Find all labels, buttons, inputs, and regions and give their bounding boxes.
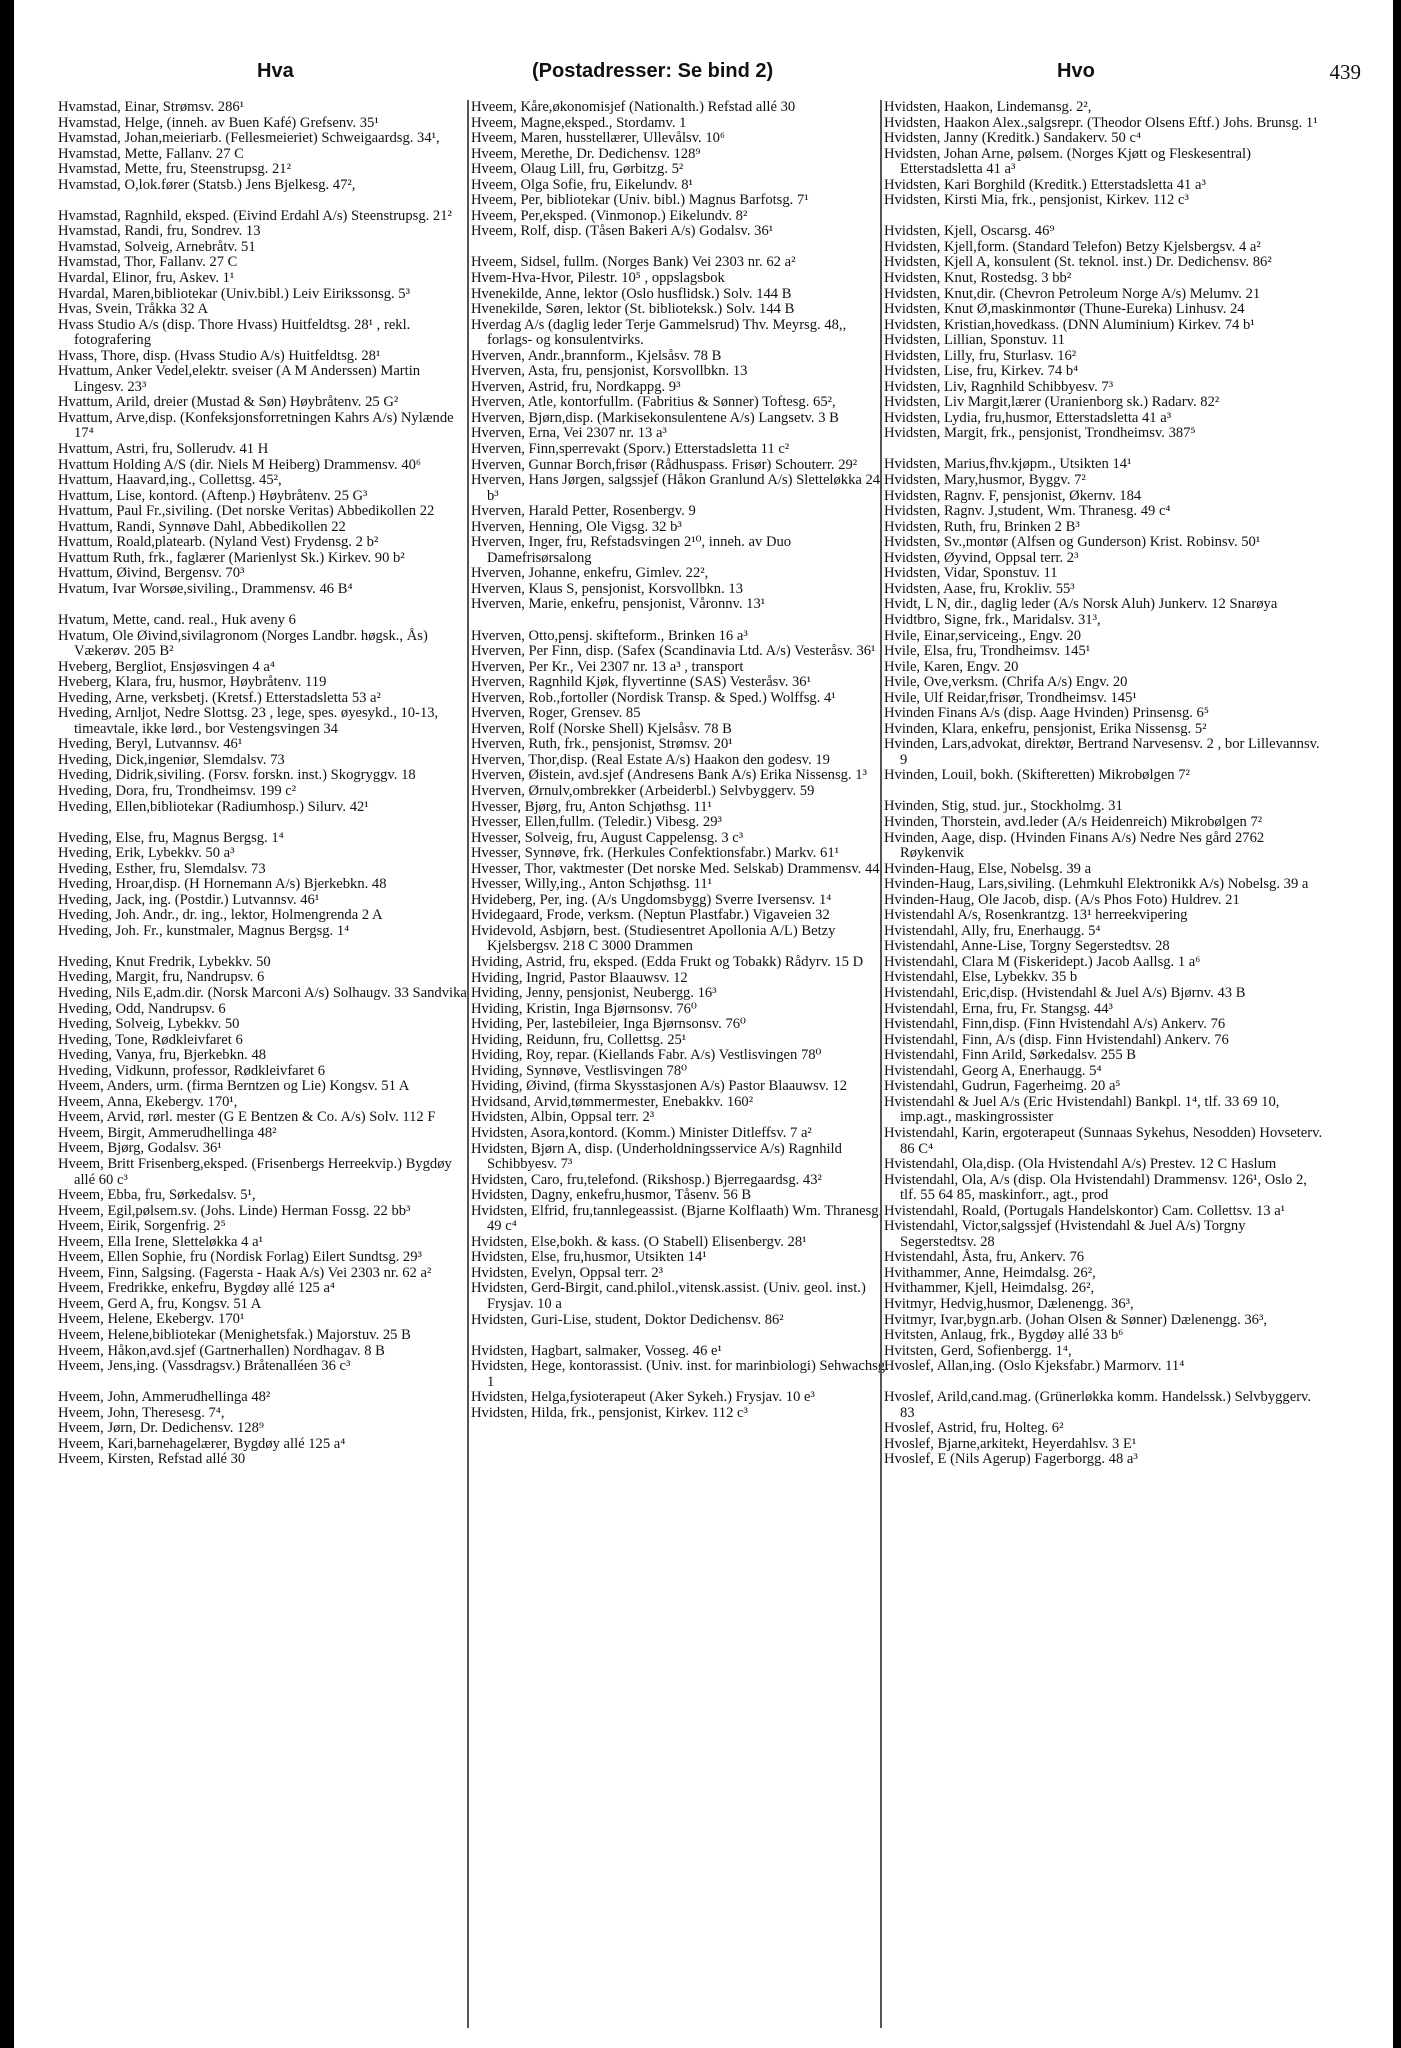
directory-entry: Hvardal, Elinor, fru, Askev. 1¹ — [58, 269, 235, 286]
directory-entry: Hvesser, Thor, vaktmester (Det norske Med. Selskab) Drammensv. 44 — [471, 860, 880, 877]
directory-entry: Hvinden, Aage, disp. (Hvinden Finans A/s) Nedre Nes gård 2762 Røykenvik — [884, 829, 1265, 862]
entry-gap — [884, 442, 1324, 458]
directory-entry: Hvatum, Mette, cand. real., Huk aveny 6 — [58, 611, 296, 628]
directory-entry: Hvistendahl, Ola,disp. (Ola Hvistendahl A/s) Prestev. 12 C Haslum — [884, 1156, 1277, 1173]
directory-entry: Hveem, Ella Irene, Sletteløkka 4 a¹ — [58, 1233, 263, 1250]
directory-entry: Hvidsten, Marius,fhv.kjøpm., Utsikten 14¹ — [884, 456, 1132, 473]
directory-entry: Hveem, Jørn, Dr. Dedichensv. 128⁹ — [58, 1420, 264, 1437]
directory-entry: Hvitmyr, Ivar,bygn.arb. (Johan Olsen & Sønner) Dælenengg. 36³, — [884, 1311, 1267, 1328]
directory-entry: Hvidsten, Kjell A, konsulent (St. teknol. inst.) Dr. Dedichensv. 86² — [884, 254, 1272, 271]
directory-entry: Hveberg, Bergliot, Ensjøsvingen 4 a⁴ — [58, 658, 275, 675]
directory-entry: Hvistendahl, Ola, A/s (disp. Ola Hvistendahl) Drammensv. 126¹, Oslo 2, tlf. 55 64 85, maskinforr., agt., prod — [884, 1171, 1307, 1204]
directory-entry: Hvenekilde, Søren, lektor (St. biblioteksk.) Solv. 144 B — [471, 301, 795, 318]
directory-entry: Hveding, Nils E,adm.dir. (Norsk Marconi A/s) Solhaugv. 33 Sandvika — [58, 984, 467, 1001]
directory-entry: Hvoslef, E (Nils Agerup) Fagerborgg. 48 a³ — [884, 1451, 1138, 1468]
directory-entry: Hveem, Britt Frisenberg,eksped. (Frisenbergs Herreekvip.) Bygdøy allé 60 c³ — [58, 1156, 452, 1188]
directory-entry: Hveem, Maren, husstellærer, Ullevålsv. 10⁶ — [471, 130, 726, 147]
directory-entry: Hvidsten, Caro, fru,telefond. (Rikshosp.) Bjerregaardsg. 43² — [471, 1171, 822, 1188]
directory-entry: Hvistendahl, Roald, (Portugals Handelskontor) Cam. Collettsv. 13 a¹ — [884, 1202, 1286, 1219]
directory-entry: Hvattum Holding A/S (dir. Niels M Heiberg) Drammensv. 40⁶ — [58, 456, 422, 473]
directory-entry: Hvidsten, Haakon, Lindemansg. 2², — [884, 100, 1092, 115]
directory-entry: Hveding, Beryl, Lutvannsv. 46¹ — [58, 736, 243, 753]
directory-entry: Hverven, Asta, fru, pensjonist, Korsvollbkn. 13 — [471, 363, 748, 380]
entry-gap — [58, 815, 470, 831]
directory-entry: Hvattum, Randi, Synnøve Dahl, Abbedikollen 22 — [58, 518, 346, 535]
directory-entry: Hvesser, Bjørg, fru, Anton Schjøthsg. 11¹ — [471, 798, 712, 815]
directory-entry: Hveem, Helene, Ekebergv. 170¹ — [58, 1311, 245, 1328]
directory-entry: Hvistendahl, Anne-Lise, Torgny Segerstedtsv. 28 — [884, 938, 1170, 955]
directory-entry: Hvem-Hva-Hvor, Pilestr. 10⁵ , oppslagsbok — [471, 269, 725, 286]
directory-entry: Hvistendahl & Juel A/s (Eric Hvistendahl) Bankpl. 1⁴, tlf. 33 69 10, imp.agt., maskingrossister — [884, 1093, 1280, 1126]
directory-entry: Hvatum, Ole Øivind,sivilagronom (Norges Landbr. høgsk., Ås) Vækerøv. 205 B² — [58, 627, 428, 660]
directory-entry: Hveem, Finn, Salgsing. (Fagersta - Haak A/s) Vei 2303 nr. 62 a² — [58, 1264, 432, 1281]
directory-entry: Hveem, Per,eksped. (Vinmonop.) Eikelundv. 8² — [471, 207, 748, 224]
directory-entry: Hveem, Bjørg, Godalsv. 36¹ — [58, 1140, 222, 1157]
directory-entry: Hverven, Harald Petter, Rosenbergv. 9 — [471, 503, 696, 520]
directory-entry: Hvesser, Synnøve, frk. (Herkules Confektionsfabr.) Markv. 61¹ — [471, 845, 840, 862]
directory-entry: Hvideberg, Per, ing. (A/s Ungdomsbygg) Sverre Iversensv. 1⁴ — [471, 891, 832, 908]
directory-entry: Hvidsten, Bjørn A, disp. (Underholdningsservice A/s) Ragnhild Schibbyesv. 7³ — [471, 1140, 842, 1173]
directory-entry: Hvidsten, Sv.,montør (Alfsen og Gunderson) Krist. Robinsv. 50¹ — [884, 534, 1261, 551]
page-header — [42, 60, 1361, 90]
directory-entry: Hvass, Thore, disp. (Hvass Studio A/s) Huitfeldtsg. 28¹ — [58, 347, 381, 364]
directory-entry: Hveem, Birgit, Ammerudhellinga 48² — [58, 1124, 277, 1141]
header-note: (Postadresser: Se bind 2) — [532, 60, 774, 82]
directory-entry: Hvidsten, Johan Arne, pølsem. (Norges Kjøtt og Fleskesentral) Etterstadsletta 41 a³ — [884, 145, 1251, 178]
directory-entry: Hvattum, Astri, fru, Sollerudv. 41 H — [58, 440, 269, 457]
directory-entry: Hviding, Synnøve, Vestlisvingen 78⁰ — [471, 1062, 687, 1079]
directory-entry: Hverven, Bjørn,disp. (Markisekonsulentene A/s) Langsetv. 3 B — [471, 409, 839, 426]
directory-entry: Hveem, Kari,barnehagelærer, Bygdøy allé 125 a⁴ — [58, 1435, 346, 1452]
directory-entry: Hvesser, Willy,ing., Anton Schjøthsg. 11¹ — [471, 876, 713, 893]
directory-entry: Hvinden, Klara, enkefru, pensjonist, Erika Nissensg. 5² — [884, 720, 1207, 737]
directory-entry: Hveem, Olga Sofie, fru, Eikelundv. 8¹ — [471, 176, 693, 193]
directory-entry: Hvamstad, Johan,meieriarb. (Fellesmeieriet) Schweigaardsg. 34¹, — [58, 130, 440, 147]
directory-entry: Hvenekilde, Anne, lektor (Oslo husflidsk.) Solv. 144 B — [471, 285, 792, 302]
directory-entry: Hvidsten, Albin, Oppsal terr. 2³ — [471, 1109, 655, 1126]
directory-entry: Hverven, Roger, Grensev. 85 — [471, 705, 641, 722]
directory-entry: Hvidsten, Lise, fru, Kirkev. 74 b⁴ — [884, 363, 1079, 380]
page-edge-right — [1393, 0, 1401, 2048]
directory-entry: Hveding, Tone, Rødkleivfaret 6 — [58, 1031, 243, 1048]
directory-entry: Hvoslef, Bjarne,arkitekt, Heyerdahlsv. 3 E¹ — [884, 1435, 1137, 1452]
directory-entry: Hvamstad, Solveig, Arnebråtv. 51 — [58, 238, 256, 255]
directory-entry: Hverven, Klaus S, pensjonist, Korsvollbkn. 13 — [471, 580, 743, 597]
directory-entry: Hvattum, Øivind, Bergensv. 70³ — [58, 565, 245, 582]
directory-entry: Hvidsten, Kirsti Mia, frk., pensjonist, Kirkev. 112 c³ — [884, 192, 1189, 209]
directory-entry: Hvidsten, Lillian, Sponstuv. 11 — [884, 332, 1065, 349]
directory-entry: Hvoslef, Astrid, fru, Holteg. 6² — [884, 1420, 1064, 1437]
directory-entry: Hvithammer, Kjell, Heimdalsg. 26², — [884, 1280, 1095, 1297]
directory-entry: Hvinden, Louil, bokh. (Skifteretten) Mikrobølgen 7² — [884, 767, 1190, 784]
directory-entry: Hvoslef, Allan,ing. (Oslo Kjeksfabr.) Marmorv. 11⁴ — [884, 1358, 1185, 1375]
directory-entry: Hveem, Håkon,avd.sjef (Gartnerhallen) Nordhagav. 8 B — [58, 1342, 385, 1359]
directory-entry: Hveem, Ellen Sophie, fru (Nordisk Forlag) Eilert Sundtsg. 29³ — [58, 1249, 422, 1266]
directory-entry: Hviding, Øivind, (firma Skysstasjonen A/s) Pastor Blaauwsv. 12 — [471, 1078, 848, 1095]
directory-entry: Hvitmyr, Hedvig,husmor, Dælenengg. 36³, — [884, 1295, 1134, 1312]
directory-entry: Hvattum, Haavard,ing., Collettsg. 45², — [58, 472, 282, 489]
directory-entry: Hvistendahl, Åsta, fru, Ankerv. 76 — [884, 1249, 1085, 1266]
directory-entry: Hveem, Kirsten, Refstad allé 30 — [58, 1451, 246, 1468]
directory-entry: Hveding, Arnljot, Nedre Slottsg. 23 , lege, spes. øyesykd., 10-13, timeavtale, ikke lørd., bor Vestengsvingen 34 — [58, 705, 439, 737]
directory-entry: Hvinden, Lars,advokat, direktør, Bertrand Narvesensv. 2 , bor Lillevannsv. 9 — [884, 736, 1320, 768]
directory-entry: Hverven, Andr.,brannform., Kjelsåsv. 78 B — [471, 347, 722, 364]
directory-entry: Hvidsten, Guri-Lise, student, Doktor Dedichensv. 86² — [471, 1311, 784, 1328]
page-number: 439 — [1329, 60, 1361, 84]
directory-entry: Hveem, Olaug Lill, fru, Gørbitzg. 5² — [471, 161, 684, 178]
directory-entry: Hvoslef, Arild,cand.mag. (Grünerløkka komm. Handelssk.) Selvbyggerv. 83 — [884, 1389, 1312, 1421]
directory-entry: Hverven, Finn,sperrevakt (Sporv.) Etterstadsletta 11 c² — [471, 440, 790, 457]
directory-entry: Hvidsten, Ruth, fru, Brinken 2 B³ — [884, 518, 1080, 535]
directory-entry: Hverven, Ragnhild Kjøk, flyvertinne (SAS) Vesteråsv. 36¹ — [471, 674, 811, 691]
directory-entry: Hveem, Per, bibliotekar (Univ. bibl.) Magnus Barfotsg. 7¹ — [471, 192, 809, 209]
directory-entry: Hvidsten, Janny (Kreditk.) Sandakerv. 50 c⁴ — [884, 130, 1142, 147]
directory-entry: Hvidsten, Kjell, Oscarsg. 46⁹ — [884, 223, 1055, 240]
directory-entry: Hveem, Kåre,økonomisjef (Nationalth.) Refstad allé 30 — [471, 100, 796, 115]
directory-entry: Hvamstad, Randi, fru, Sondrev. 13 — [58, 223, 261, 240]
directory-entry: Hverven, Hans Jørgen, salgssjef (Håkon Granlund A/s) Sletteløkka 24 b³ — [471, 472, 881, 504]
directory-entry: Hveem, John, Ammerudhellinga 48² — [58, 1389, 271, 1406]
directory-entry: Hvamstad, Thor, Fallanv. 27 C — [58, 254, 238, 271]
directory-entry: Hvamstad, O,lok.fører (Statsb.) Jens Bjelkesg. 47², — [58, 176, 356, 193]
directory-entry: Hvistendahl, Finn Arild, Sørkedalsv. 255 B — [884, 1047, 1137, 1064]
directory-entry: Hveding, Knut Fredrik, Lybekkv. 50 — [58, 953, 271, 970]
entry-gap — [471, 240, 891, 256]
directory-entry: Hverven, Rob.,fortoller (Nordisk Transp. & Sped.) Wolffsg. 4¹ — [471, 689, 836, 706]
directory-entry: Hveding, Erik, Lybekkv. 50 a³ — [58, 845, 235, 862]
directory-entry: Hverven, Ruth, frk., pensjonist, Strømsv. 20¹ — [471, 736, 733, 753]
header-range-end: Hvo — [1057, 60, 1095, 82]
directory-entry: Hvistendahl A/s, Rosenkrantzg. 13¹ herreekvipering — [884, 907, 1188, 924]
directory-entry: Hverven, Erna, Vei 2307 nr. 13 a³ — [471, 425, 667, 442]
directory-entry: Hvidsand, Arvid,tømmermester, Enebakkv. 160² — [471, 1093, 754, 1110]
directory-entry: Hvidtbro, Signe, frk., Maridalsv. 31³, — [884, 611, 1101, 628]
directory-entry: Hvidsten, Hege, kontorassist. (Univ. inst. for marinbiologi) Sehwachsg. 1 — [471, 1358, 889, 1390]
directory-entry: Hveem, John, Theresesg. 7⁴, — [58, 1404, 225, 1421]
directory-entry: Hveem, Rolf, disp. (Tåsen Bakeri A/s) Godalsv. 36¹ — [471, 223, 774, 240]
directory-entry: Hvile, Einar,serviceing., Engv. 20 — [884, 627, 1082, 644]
directory-entry: Hvistendahl, Georg A, Enerhaugg. 5⁴ — [884, 1062, 1102, 1079]
directory-entry: Hvidsten, Lydia, fru,husmor, Etterstadsletta 41 a³ — [884, 409, 1172, 426]
entry-gap — [58, 597, 470, 613]
directory-entry: Hvidsten, Evelyn, Oppsal terr. 2³ — [471, 1264, 664, 1281]
directory-entry: Hvidsten, Knut, Rostedsg. 3 bb² — [884, 269, 1072, 286]
directory-entry: Hveem, Ebba, fru, Sørkedalsv. 5¹, — [58, 1187, 256, 1204]
directory-entry: Hvidsten, Hilda, frk., pensjonist, Kirkev. 112 c³ — [471, 1404, 748, 1421]
directory-entry: Hveding, Hroar,disp. (H Hornemann A/s) Bjerkebkn. 48 — [58, 876, 387, 893]
directory-entry: Hverven, Marie, enkefru, pensjonist, Våronnv. 13¹ — [471, 596, 766, 613]
directory-entry: Hvardal, Maren,bibliotekar (Univ.bibl.) Leiv Eirikssonsg. 5³ — [58, 285, 410, 302]
directory-entry: Hvidsten, Gerd-Birgit, cand.philol.,vitensk.assist. (Univ. geol. inst.) Frysjav. 10 a — [471, 1280, 866, 1313]
directory-entry: Hveem, Jens,ing. (Vassdragsv.) Bråtenalléen 36 c³ — [58, 1358, 351, 1375]
directory-entry: Hveding, Vidkunn, professor, Rødkleivfaret 6 — [58, 1062, 325, 1079]
directory-entry: Hveding, Else, fru, Magnus Bergsg. 1⁴ — [58, 829, 284, 846]
directory-entry: Hveem, Arvid, rørl. mester (G E Bentzen & Co. A/s) Solv. 112 F — [58, 1109, 436, 1126]
directory-entry: Hveem, Sidsel, fullm. (Norges Bank) Vei 2303 nr. 62 a² — [471, 254, 796, 271]
directory-entry: Hvistendahl, Victor,salgssjef (Hvistendahl & Juel A/s) Torgny Segerstedtsv. 28 — [884, 1218, 1246, 1250]
directory-entry: Hvistendahl, Karin, ergoterapeut (Sunnaas Sykehus, Nesodden) Hovseterv. 86 C⁴ — [884, 1124, 1323, 1157]
directory-entry: Hviding, Roy, repar. (Kiellands Fabr. A/s) Vestlisvingen 78⁰ — [471, 1047, 822, 1064]
directory-entry: Hvattum, Paul Fr.,siviling. (Det norske Veritas) Abbedikollen 22 — [58, 503, 435, 520]
directory-entry: Hvidsten, Else, fru,husmor, Utsikten 14¹ — [471, 1249, 707, 1266]
directory-entry: Hverven, Per Kr., Vei 2307 nr. 13 a³ , transport — [471, 658, 744, 675]
directory-entry: Hvidsten, Dagny, enkefru,husmor, Tåsenv. 56 B — [471, 1187, 752, 1204]
directory-entry: Hvidt, L N, dir., daglig leder (A/s Norsk Aluh) Junkerv. 12 Snarøya — [884, 596, 1278, 613]
directory-entry: Hvamstad, Einar, Strømsv. 286¹ — [58, 100, 245, 115]
directory-entry: Hvatum, Ivar Worsøe,siviling., Drammensv. 46 B⁴ — [58, 580, 353, 597]
directory-entry: Hvamstad, Ragnhild, eksped. (Eivind Erdahl A/s) Steenstrupsg. 21² — [58, 207, 452, 224]
directory-entry: Hvas, Svein, Tråkka 32 A — [58, 301, 208, 318]
directory-entry: Hvattum, Anker Vedel,elektr. sveiser (A M Anderssen) Martin Lingesv. 23³ — [58, 363, 421, 395]
directory-entry: Hviding, Reidunn, fru, Collettsg. 25¹ — [471, 1031, 687, 1048]
directory-entry: Hvidsten, Haakon Alex.,salgsrepr. (Theodor Olsens Eftf.) Johs. Brunsg. 1¹ — [884, 114, 1318, 131]
directory-entry: Hveem, Anna, Ekebergv. 170¹, — [58, 1093, 238, 1110]
directory-entry: Hveem, Fredrikke, enkefru, Bygdøy allé 125 a⁴ — [58, 1280, 336, 1297]
directory-entry: Hvinden, Stig, stud. jur., Stockholmg. 31 — [884, 798, 1123, 815]
directory-entry: Hviding, Ingrid, Pastor Blaauwsv. 12 — [471, 969, 688, 986]
directory-entry: Hvinden-Haug, Lars,siviling. (Lehmkuhl Elektronikk A/s) Nobelsg. 39 a — [884, 876, 1309, 893]
directory-entry: Hveem, Merethe, Dr. Dedichensv. 128⁹ — [471, 145, 701, 162]
directory-entry: Hvithammer, Anne, Heimdalsg. 26², — [884, 1264, 1096, 1281]
directory-entry: Hverven, Otto,pensj. skifteform., Brinken 16 a³ — [471, 627, 748, 644]
directory-entry: Hveding, Odd, Nandrupsv. 6 — [58, 1000, 226, 1017]
directory-entry: Hvile, Elsa, fru, Trondheimsv. 145¹ — [884, 643, 1091, 660]
directory-entry: Hvinden-Haug, Else, Nobelsg. 39 a — [884, 860, 1092, 877]
directory-entry: Hviding, Kristin, Inga Bjørnsonsv. 76⁰ — [471, 1000, 697, 1017]
directory-entry: Hverven, Ørnulv,ombrekker (Arbeiderbl.) Selvbyggerv. 59 — [471, 782, 815, 799]
directory-entry: Hveding, Solveig, Lybekkv. 50 — [58, 1016, 240, 1033]
directory-entry: Hveding, Joh. Fr., kunstmaler, Magnus Bergsg. 1⁴ — [58, 922, 350, 939]
directory-entry: Hvidsten, Ragnv. J,student, Wm. Thranesg. 49 c⁴ — [884, 503, 1171, 520]
directory-entry: Hvidevold, Asbjørn, best. (Studiesentret Apollonia A/L) Betzy Kjelsbergsv. 218 C 3000 Drammen — [471, 922, 836, 955]
directory-entry: Hverven, Øistein, avd.sjef (Andresens Bank A/s) Erika Nissensg. 1³ — [471, 767, 867, 784]
header-range-start: Hva — [257, 60, 294, 82]
directory-entry: Hverven, Johanne, enkefru, Gimlev. 22², — [471, 565, 709, 582]
directory-entry: Hvattum, Roald,platearb. (Nyland Vest) Frydensg. 2 b² — [58, 534, 379, 551]
directory-entry: Hvattum, Arild, dreier (Mustad & Søn) Høybråtenv. 25 G² — [58, 394, 399, 411]
directory-entry: Hvidsten, Lilly, fru, Sturlasv. 16² — [884, 347, 1077, 364]
directory-entry: Hverven, Per Finn, disp. (Safex (Scandinavia Ltd. A/s) Vesteråsv. 36¹ — [471, 643, 876, 660]
directory-entry: Hvidsten, Liv Margit,lærer (Uranienborg sk.) Radarv. 82² — [884, 394, 1220, 411]
directory-entry: Hvidsten, Øyvind, Oppsal terr. 2³ — [884, 549, 1079, 566]
directory-entry: Hveem, Magne,eksped., Stordamv. 1 — [471, 114, 687, 131]
directory-entry: Hveding, Jack, ing. (Postdir.) Lutvannsv. 46¹ — [58, 891, 320, 908]
directory-entry: Hvinden, Thorstein, avd.leder (A/s Heidenreich) Mikrobølgen 7² — [884, 814, 1263, 831]
directory-entry: Hverven, Astrid, fru, Nordkappg. 9³ — [471, 378, 681, 395]
directory-entry: Hviding, Astrid, fru, eksped. (Edda Frukt og Tobakk) Rådyrv. 15 D — [471, 953, 864, 970]
directory-entry: Hvidsten, Knut Ø,maskinmontør (Thune-Eureka) Linhusv. 24 — [884, 301, 1245, 318]
directory-entry: Hvesser, Ellen,fullm. (Teledir.) Vibesg. 29³ — [471, 814, 722, 831]
directory-entry: Hveding, Vanya, fru, Bjerkebkn. 48 — [58, 1047, 267, 1064]
directory-entry: Hveem, Gerd A, fru, Kongsv. 51 A — [58, 1295, 262, 1312]
directory-entry: Hvistendahl, Else, Lybekkv. 35 b — [884, 969, 1078, 986]
directory-entry: Hveding, Joh. Andr., dr. ing., lektor, Holmengrenda 2 A — [58, 907, 383, 924]
directory-entry: Hveding, Ellen,bibliotekar (Radiumhosp.) Silurv. 42¹ — [58, 798, 369, 815]
directory-entry: Hvitsten, Gerd, Sofienbergg. 1⁴, — [884, 1342, 1072, 1359]
directory-entry: Hvidsten, Vidar, Sponstuv. 11 — [884, 565, 1058, 582]
directory-entry: Hvass Studio A/s (disp. Thore Hvass) Huitfeldtsg. 28¹ , rekl. fotografering — [58, 316, 411, 349]
entry-gap — [58, 193, 470, 209]
directory-entry: Hvistendahl, Finn, A/s (disp. Finn Hvistendahl) Ankerv. 76 — [884, 1031, 1229, 1048]
directory-entry: Hvile, Ulf Reidar,frisør, Trondheimsv. 145¹ — [884, 689, 1137, 706]
directory-entry: Hvidsten, Kari Borghild (Kreditk.) Etterstadsletta 41 a³ — [884, 176, 1206, 193]
directory-entry: Hvesser, Solveig, fru, August Cappelensg. 3 c³ — [471, 829, 744, 846]
directory-entry: Hvamstad, Mette, fru, Steenstrupsg. 21² — [58, 161, 291, 178]
directory-entry: Hvattum Ruth, frk., faglærer (Marienlyst Sk.) Kirkev. 90 b² — [58, 549, 405, 566]
directory-entry: Hvistendahl, Finn,disp. (Finn Hvistendahl A/s) Ankerv. 76 — [884, 1016, 1226, 1033]
directory-entry: Hvile, Ove,verksm. (Chrifa A/s) Engv. 20 — [884, 674, 1128, 691]
entry-gap — [471, 1328, 891, 1344]
directory-column-3 — [880, 100, 1324, 2028]
directory-entry: Hvamstad, Helge, (inneh. av Buen Kafé) Grefsenv. 35¹ — [58, 114, 379, 131]
directory-entry: Hvidsten, Ragnv. F, pensjonist, Økernv. 184 — [884, 487, 1142, 504]
directory-entry: Hvile, Karen, Engv. 20 — [884, 658, 1019, 675]
directory-entry: Hvidsten, Liv, Ragnhild Schibbyesv. 7³ — [884, 378, 1114, 395]
directory-entry: Hvidsten, Elfrid, fru,tannlegeassist. (Bjarne Kolflaath) Wm. Thranesg. 49 c⁴ — [471, 1202, 883, 1235]
directory-entry: Hvidsten, Else,bokh. & kass. (O Stabell) Elisenbergv. 28¹ — [471, 1233, 807, 1250]
directory-entry: Hverven, Atle, kontorfullm. (Fabritius & Sønner) Toftesg. 65², — [471, 394, 836, 411]
directory-entry: Hveding, Margit, fru, Nandrupsv. 6 — [58, 969, 265, 986]
directory-entry: Hvidsten, Mary,husmor, Byggv. 7² — [884, 472, 1086, 489]
directory-entry: Hveding, Arne, verksbetj. (Kretsf.) Etterstadsletta 53 a² — [58, 689, 381, 706]
directory-entry: Hvamstad, Mette, Fallanv. 27 C — [58, 145, 244, 162]
directory-column-1 — [58, 100, 470, 2028]
directory-entry: Hvistendahl, Clara M (Fiskeridept.) Jacob Aallsg. 1 a⁶ — [884, 953, 1201, 970]
directory-entry: Hveem, Anders, urm. (firma Berntzen og Lie) Kongsv. 51 A — [58, 1078, 410, 1095]
directory-entry: Hvinden Finans A/s (disp. Aage Hvinden) Prinsensg. 6⁵ — [884, 705, 1209, 722]
directory-entry: Hvattum, Lise, kontord. (Aftenp.) Høybråtenv. 25 G³ — [58, 487, 368, 504]
directory-entry: Hvidsten, Kjell,form. (Standard Telefon) Betzy Kjelsbergsv. 4 a² — [884, 238, 1261, 255]
directory-entry: Hviding, Jenny, pensjonist, Neubergg. 16³ — [471, 985, 717, 1002]
directory-entry: Hvidsten, Helga,fysioterapeut (Aker Sykeh.) Frysjav. 10 e³ — [471, 1389, 815, 1406]
directory-entry: Hveem, Eirik, Sorgenfrig. 2⁵ — [58, 1218, 226, 1235]
directory-entry: Hverven, Inger, fru, Refstadsvingen 2¹⁰, inneh. av Duo Damefrisørsalong — [471, 534, 792, 566]
entry-gap — [58, 939, 470, 955]
entry-gap — [884, 1375, 1324, 1391]
directory-entry: Hvistendahl, Erna, fru, Fr. Stangsg. 44³ — [884, 1000, 1113, 1017]
directory-entry: Hverdag A/s (daglig leder Terje Gammelsrud) Thv. Meyrsg. 48,, forlags- og konsulentvirks. — [471, 316, 847, 349]
directory-entry: Hvattum, Arve,disp. (Konfeksjonsforretningen Kahrs A/s) Nylænde 17⁴ — [58, 409, 454, 442]
page-edge-left — [0, 0, 14, 2048]
directory-entry: Hveem, Helene,bibliotekar (Menighetsfak.) Majorstuv. 25 B — [58, 1327, 411, 1344]
directory-entry: Hvidegaard, Frode, verksm. (Neptun Plastfabr.) Vigaveien 32 — [471, 907, 830, 924]
directory-entry: Hveberg, Klara, fru, husmor, Høybråtenv. 119 — [58, 674, 327, 691]
directory-entry: Hvistendahl, Ally, fru, Enerhaugg. 5⁴ — [884, 922, 1101, 939]
directory-entry: Hveding, Didrik,siviling. (Forsv. forskn. inst.) Skogryggv. 18 — [58, 767, 416, 784]
entry-gap — [884, 784, 1324, 800]
directory-entry: Hvidsten, Knut,dir. (Chevron Petroleum Norge A/s) Melumv. 21 — [884, 285, 1261, 302]
directory-entry: Hverven, Gunnar Borch,frisør (Rådhuspass. Frisør) Schouterr. 29² — [471, 456, 858, 473]
directory-entry: Hverven, Henning, Ole Vigsg. 32 b³ — [471, 518, 682, 535]
directory-entry: Hveding, Dick,ingeniør, Slemdalsv. 73 — [58, 751, 285, 768]
entry-gap — [58, 1375, 470, 1391]
directory-entry: Hverven, Thor,disp. (Real Estate A/s) Haakon den godesv. 19 — [471, 751, 830, 768]
directory-entry: Hverven, Rolf (Norske Shell) Kjelsåsv. 78 B — [471, 720, 732, 737]
directory-entry: Hveding, Esther, fru, Slemdalsv. 73 — [58, 860, 266, 877]
directory-entry: Hveem, Egil,pølsem.sv. (Johs. Linde) Herman Fossg. 22 bb³ — [58, 1202, 411, 1219]
directory-column-2 — [467, 100, 891, 2028]
directory-entry: Hvistendahl, Gudrun, Fagerheimg. 20 a⁵ — [884, 1078, 1121, 1095]
directory-entry: Hvidsten, Aase, fru, Krokliv. 55³ — [884, 580, 1075, 597]
directory-entry: Hvidsten, Margit, frk., pensjonist, Trondheimsv. 387⁵ — [884, 425, 1196, 442]
directory-entry: Hvistendahl, Eric,disp. (Hvistendahl & Juel A/s) Bjørnv. 43 B — [884, 985, 1246, 1002]
directory-entry: Hvinden-Haug, Ole Jacob, disp. (A/s Phos Foto) Huldrev. 21 — [884, 891, 1240, 908]
entry-gap — [884, 209, 1324, 225]
directory-entry: Hvidsten, Kristian,hovedkass. (DNN Aluminium) Kirkev. 74 b¹ — [884, 316, 1255, 333]
entry-gap — [471, 613, 891, 629]
directory-entry: Hvidsten, Asora,kontord. (Komm.) Minister Ditleffsv. 7 a² — [471, 1125, 812, 1141]
directory-entry: Hviding, Per, lastebileier, Inga Bjørnsonsv. 76⁰ — [471, 1016, 746, 1033]
directory-entry: Hveding, Dora, fru, Trondheimsv. 199 c² — [58, 782, 297, 799]
directory-entry: Hvidsten, Hagbart, salmaker, Vosseg. 46 e¹ — [471, 1342, 722, 1359]
directory-entry: Hvitsten, Anlaug, frk., Bygdøy allé 33 b⁶ — [884, 1327, 1124, 1344]
